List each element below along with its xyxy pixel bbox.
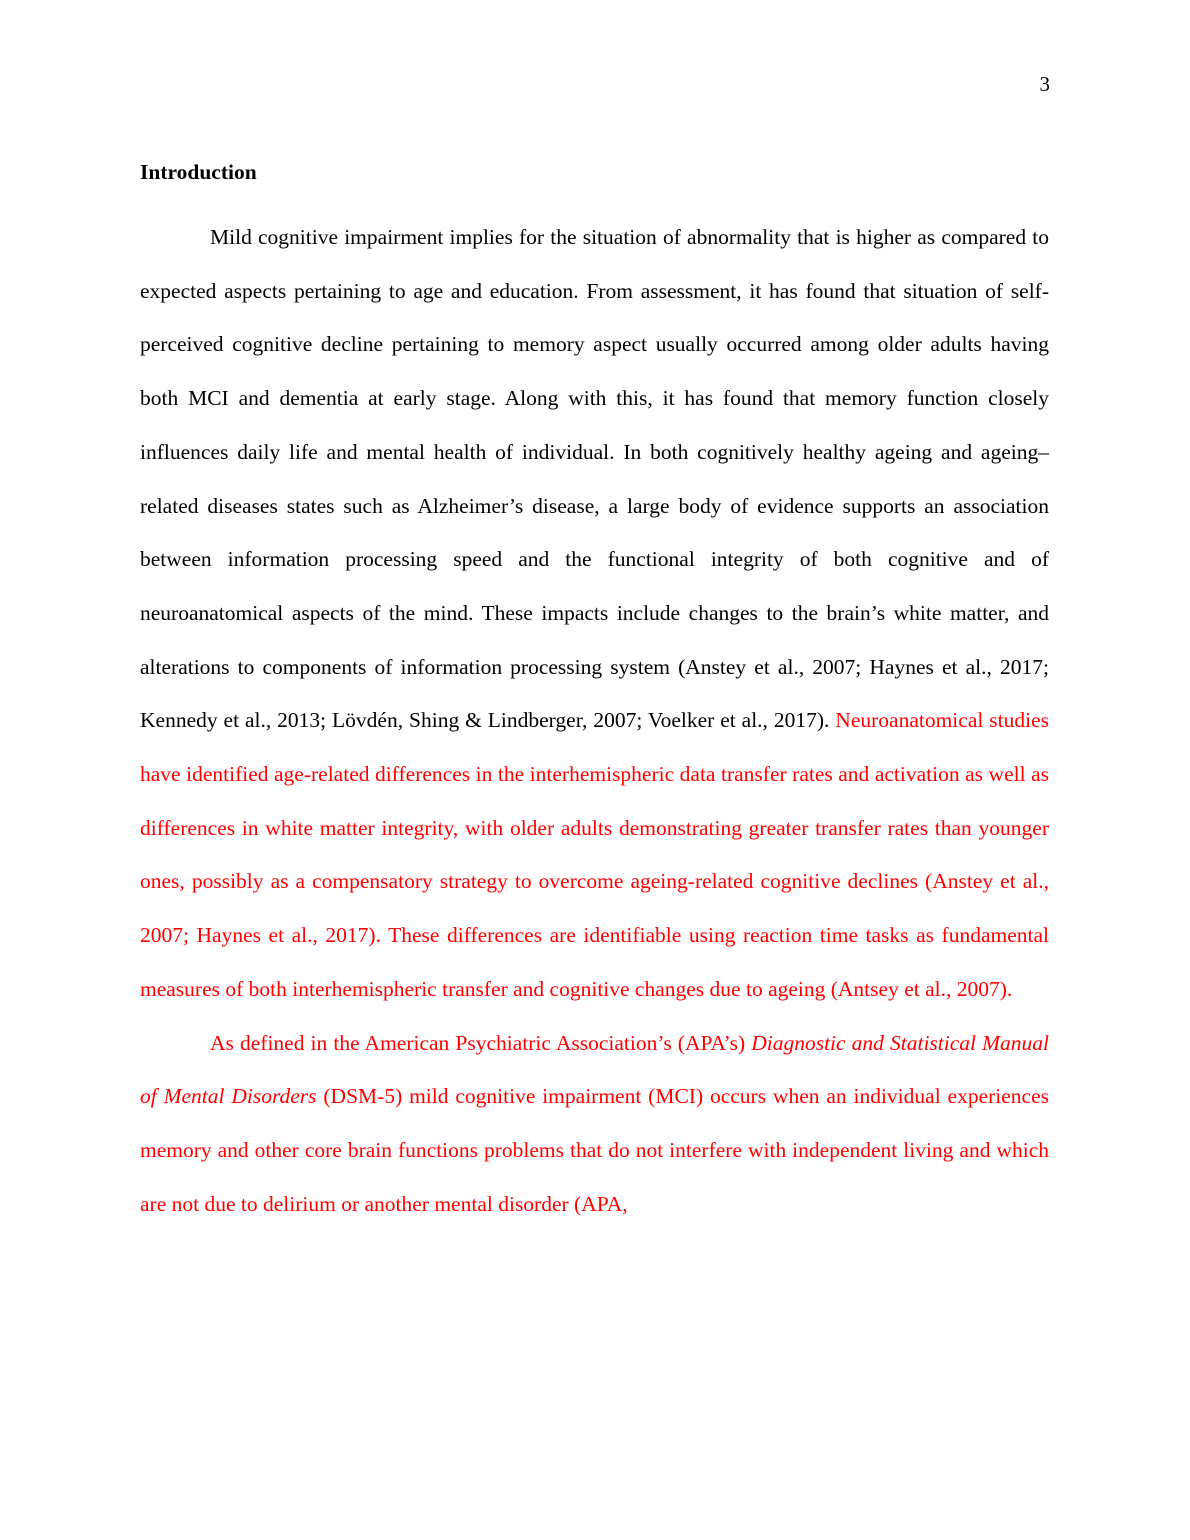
introduction-paragraph-2 <box>140 1017 1049 1232</box>
introduction-paragraph-1 <box>140 211 1049 1017</box>
paragraph-2-text-before-title: As defined in the American Psychiatric Association’s (APA’s) <box>210 1030 752 1055</box>
paragraph-2-text-after-title: (DSM-5) mild cognitive impairment (MCI) occurs when an individual experiences memory and other core brain functions problems that do not interfere with independent living and which are not due to delirium or another mental disorder (APA, <box>140 1084 1049 1216</box>
paragraph-1-black-text: Mild cognitive impairment implies for the situation of abnormality that is higher as compared to expected aspects pertaining to age and education. From assessment, it has found that situation of self-perceived cognitive decline pertaining to memory aspect usually occurred among older adults having both MCI and dementia at early stage. Along with this, it has found that memory function closely influences daily life and mental health of individual. In both cognitively healthy ageing and ageing–related diseases states such as Alzheimer’s disease, a large body of evidence supports an association between information processing speed and the functional integrity of both cognitive and of neuroanatomical aspects of the mind. These impacts include changes to the brain’s white matter, and alterations to components of information processing system (Anstey et al., 2007; Haynes et al., 2017; Kennedy et al., 2013; Lövdén, Shing & Lindberger, 2007; Voelker et al., 2017). <box>140 225 1049 733</box>
section-heading-introduction: Introduction <box>140 160 257 184</box>
document-body <box>140 157 1049 1231</box>
page-number: 3 <box>1039 72 1050 96</box>
paragraph-1-red-text: Neuroanatomical studies have identified age-related differences in the interhemispheric data transfer rates and activation as well as differences in white matter integrity, with older adults demonstrating greater transfer rates than younger ones, possibly as a compensatory strategy to overcome ageing-related cognitive declines (Anstey et al., 2007; Haynes et al., 2017). These differences are identifiable using reaction time tasks as fundamental measures of both interhemispheric transfer and cognitive changes due to ageing (Antsey et al., 2007). <box>140 708 1049 1001</box>
dsm-title-italic: Diagnostic and Statistical Manual of Mental Disorders <box>140 1030 1049 1109</box>
